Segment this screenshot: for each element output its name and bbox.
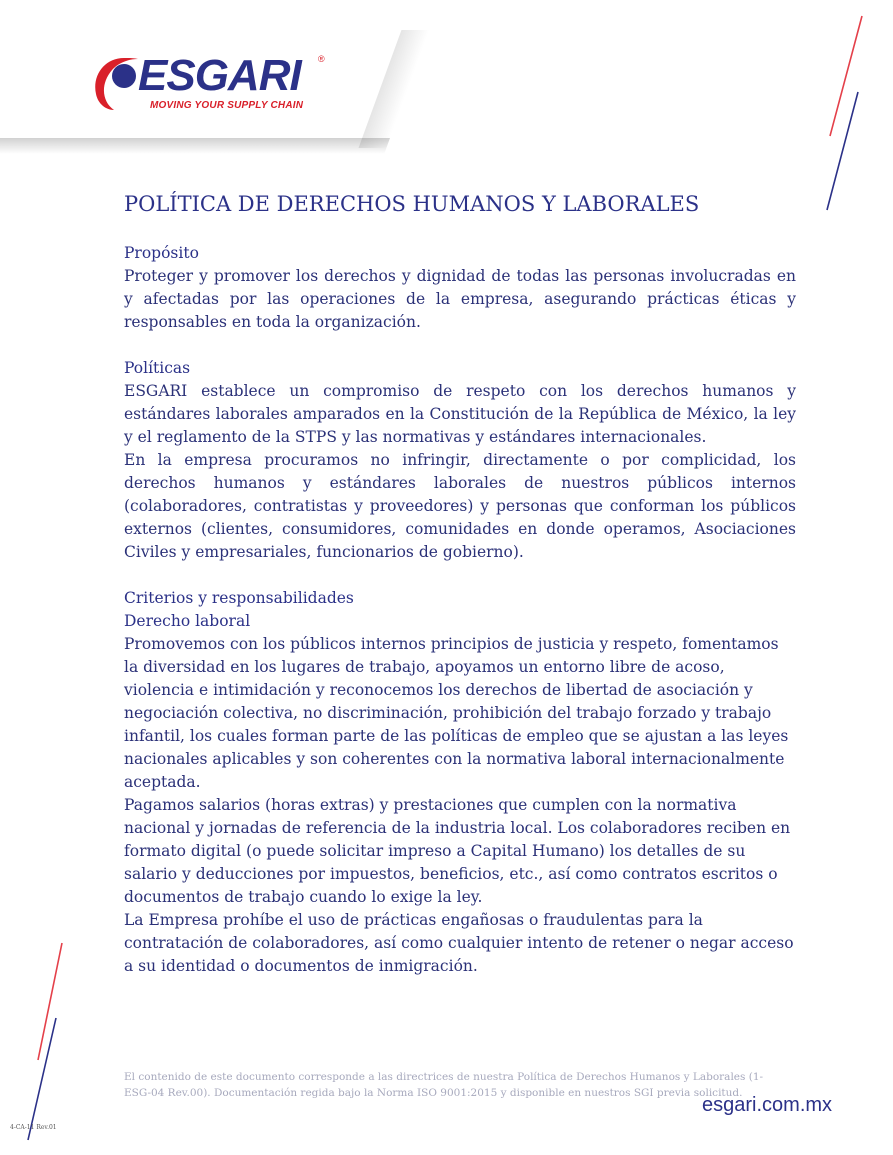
logo-wordmark: ESGARI	[138, 51, 301, 100]
deco-line-bottom-navy	[28, 1018, 56, 1140]
section-heading: Propósito	[124, 244, 199, 262]
logo-tagline: MOVING YOUR SUPPLY CHAIN	[150, 100, 304, 111]
footer-note: El contenido de este documento corresponde a las directrices de nuestra Política de Derechos Humanos y Laborales (1-ESG-04 Rev.00). Documentación regida bajo la Norma ISO 9001:2015 y disponible en nuestros SGI previa solicitud.	[124, 1071, 764, 1099]
deco-line-top-red	[830, 16, 862, 136]
section-paragraph: Promovemos con los públicos internos principios de justicia y respeto, fomentamos la diversidad en los lugares de trabajo, apoyamos un entorno libre de acoso, violencia e intimidación y reconocemos los derechos de libertad de asociación y negociación colectiva, no discriminación, prohibición del trabajo forzado y trabajo infantil, los cuales forman parte de las políticas de empleo que se ajustan a las leyes nacionales aplicables y son coherentes con la normativa laboral internacionalmente aceptada.	[124, 635, 789, 791]
section-paragraph: La Empresa prohíbe el uso de prácticas engañosas o fraudulentas para la contratación de colaboradores, así como cualquier intento de retener o negar acceso a su identidad o documentos de inmigración.	[124, 911, 794, 975]
section-criterios	[124, 587, 796, 978]
section-heading: Criterios y responsabilidades	[124, 589, 354, 607]
section-politicas	[124, 357, 796, 564]
section-subheading: Derecho laboral	[124, 612, 251, 630]
section-paragraph: En la empresa procuramos no infringir, directamente o por complicidad, los derechos humanos y estándares laborales de nuestros públicos internos (colaboradores, contratistas y proveedores) y personas que conforman los públicos externos (clientes, consumidores, comunidades en donde operamos, Asociaciones Civiles y empresariales, funcionarios de gobierno).	[124, 451, 796, 561]
section-paragraph: ESGARI establece un compromiso de respeto con los derechos humanos y estándares laborales amparados en la Constitución de la República de México, la ley y el reglamento de la STPS y las normativas y estándares internacionales.	[124, 382, 796, 446]
section-heading: Políticas	[124, 359, 191, 377]
policy-content	[124, 190, 796, 978]
section-paragraph: Pagamos salarios (horas extras) y prestaciones que cumplen con la normativa nacional y jornadas de referencia de la industria local. Los colaboradores reciben en formato digital (o puede solicitar impreso a Capital Humano) los detalles de su salario y deducciones por impuestos, beneficios, etc., así como contratos escritos o documentos de trabajo cuando lo exige la ley.	[124, 796, 791, 906]
website-url[interactable]: esgari.com.mx	[702, 1094, 833, 1116]
document-title: POLÍTICA DE DERECHOS HUMANOS Y LABORALES	[124, 192, 700, 216]
deco-line-top-navy	[827, 92, 858, 210]
logo-registered-mark: ®	[318, 54, 325, 64]
section-proposito	[124, 242, 796, 334]
section-paragraph: Proteger y promover los derechos y dignidad de todas las personas involucradas en y afectadas por las operaciones de la empresa, asegurando prácticas éticas y responsables en toda la organización.	[124, 267, 796, 331]
form-code: 4-CA-11 Rev.01	[10, 1124, 57, 1131]
